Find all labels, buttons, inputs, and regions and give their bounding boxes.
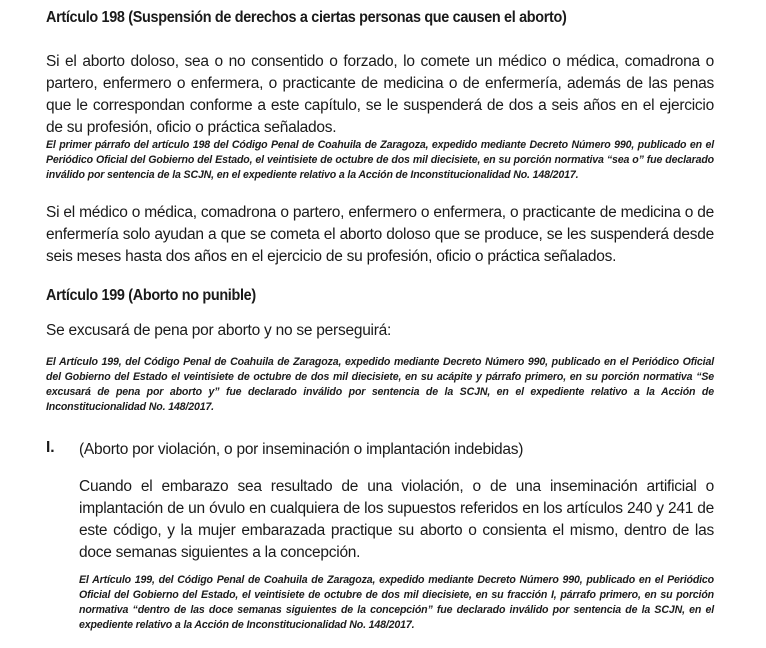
article-198-heading: Artículo 198 (Suspensión de derechos a ciertas personas que causen el aborto) [46,9,567,26]
article-199-invalidity-note: El Artículo 199, del Código Penal de Coahuila de Zaragoza, expedido mediante Decreto Número 990, publicado en el Periódico Oficial del Gobierno del Estado el veintisiete de octubre de dos mil diecisiete, en su acápite y párrafo primero, en su porción normativa “Se excusará de pena por aborto y” fue declarado inválido por sentencia de la SCJN, en el expediente relativo a la Acción de Inconstitucionalidad No. 148/2017. [46,356,714,413]
fraction-1-text: Cuando el embarazo sea resultado de una violación, o de una inseminación artificial o implantación de un óvulo en cualquiera de los supuestos referidos en los artículos 240 y 241 de este código, y la mujer embarazada practique su aborto o consienta el mismo, dentro de las doce semanas siguientes a la concepción. [79,478,714,561]
fraction-1-title: (Aborto por violación, o por inseminación o implantación indebidas) [79,441,524,458]
article-199-heading: Artículo 199 (Aborto no punible) [46,287,256,304]
article-198-paragraph-1: Si el aborto doloso, sea o no consentido o forzado, lo comete un médico o médica, comadrona o partero, enfermero o enfermera, o practicante de medicina o de enfermería, además de las penas que le correspondan conforme a este capítulo, se le suspenderá de dos a seis años en el ejercicio de su profesión, oficio o práctica señalados. [46,53,714,136]
fraction-1-invalidity-note: El Artículo 199, del Código Penal de Coahuila de Zaragoza, expedido mediante Decreto Número 990, publicado en el Periódico Oficial del Gobierno del Estado, el veintisiete de octubre de dos mil diecisiete, en su fracción I, párrafo primero, en su porción normativa “dentro de las doce semanas siguientes de la concepción” fue declarado inválido por sentencia de la SCJN, en el expediente relativo a la Acción de Inconstitucionalidad No. 148/2017. [79,574,714,631]
fraction-1-numeral: I. [46,439,55,456]
article-199-intro: Se excusará de pena por aborto y no se perseguirá: [46,322,392,339]
article-198-invalidity-note: El primer párrafo del artículo 198 del Código Penal de Coahuila de Zaragoza, expedido mediante Decreto Número 990, publicado en el Periódico Oficial del Gobierno del Estado, el veintisiete de octubre de dos mil diecisiete, en su porción normativa “sea o” fue declarado inválido por sentencia de la SCJN, en el expediente relativo a la Acción de Inconstitucionalidad No. 148/2017. [46,139,714,181]
article-198-paragraph-2: Si el médico o médica, comadrona o partero, enfermero o enfermera, o practicante de medicina o de enfermería solo ayudan a que se cometa el aborto doloso que se produce, se les suspenderá desde seis meses hasta dos años en el ejercicio de su profesión, oficio o práctica señalados. [46,204,714,265]
